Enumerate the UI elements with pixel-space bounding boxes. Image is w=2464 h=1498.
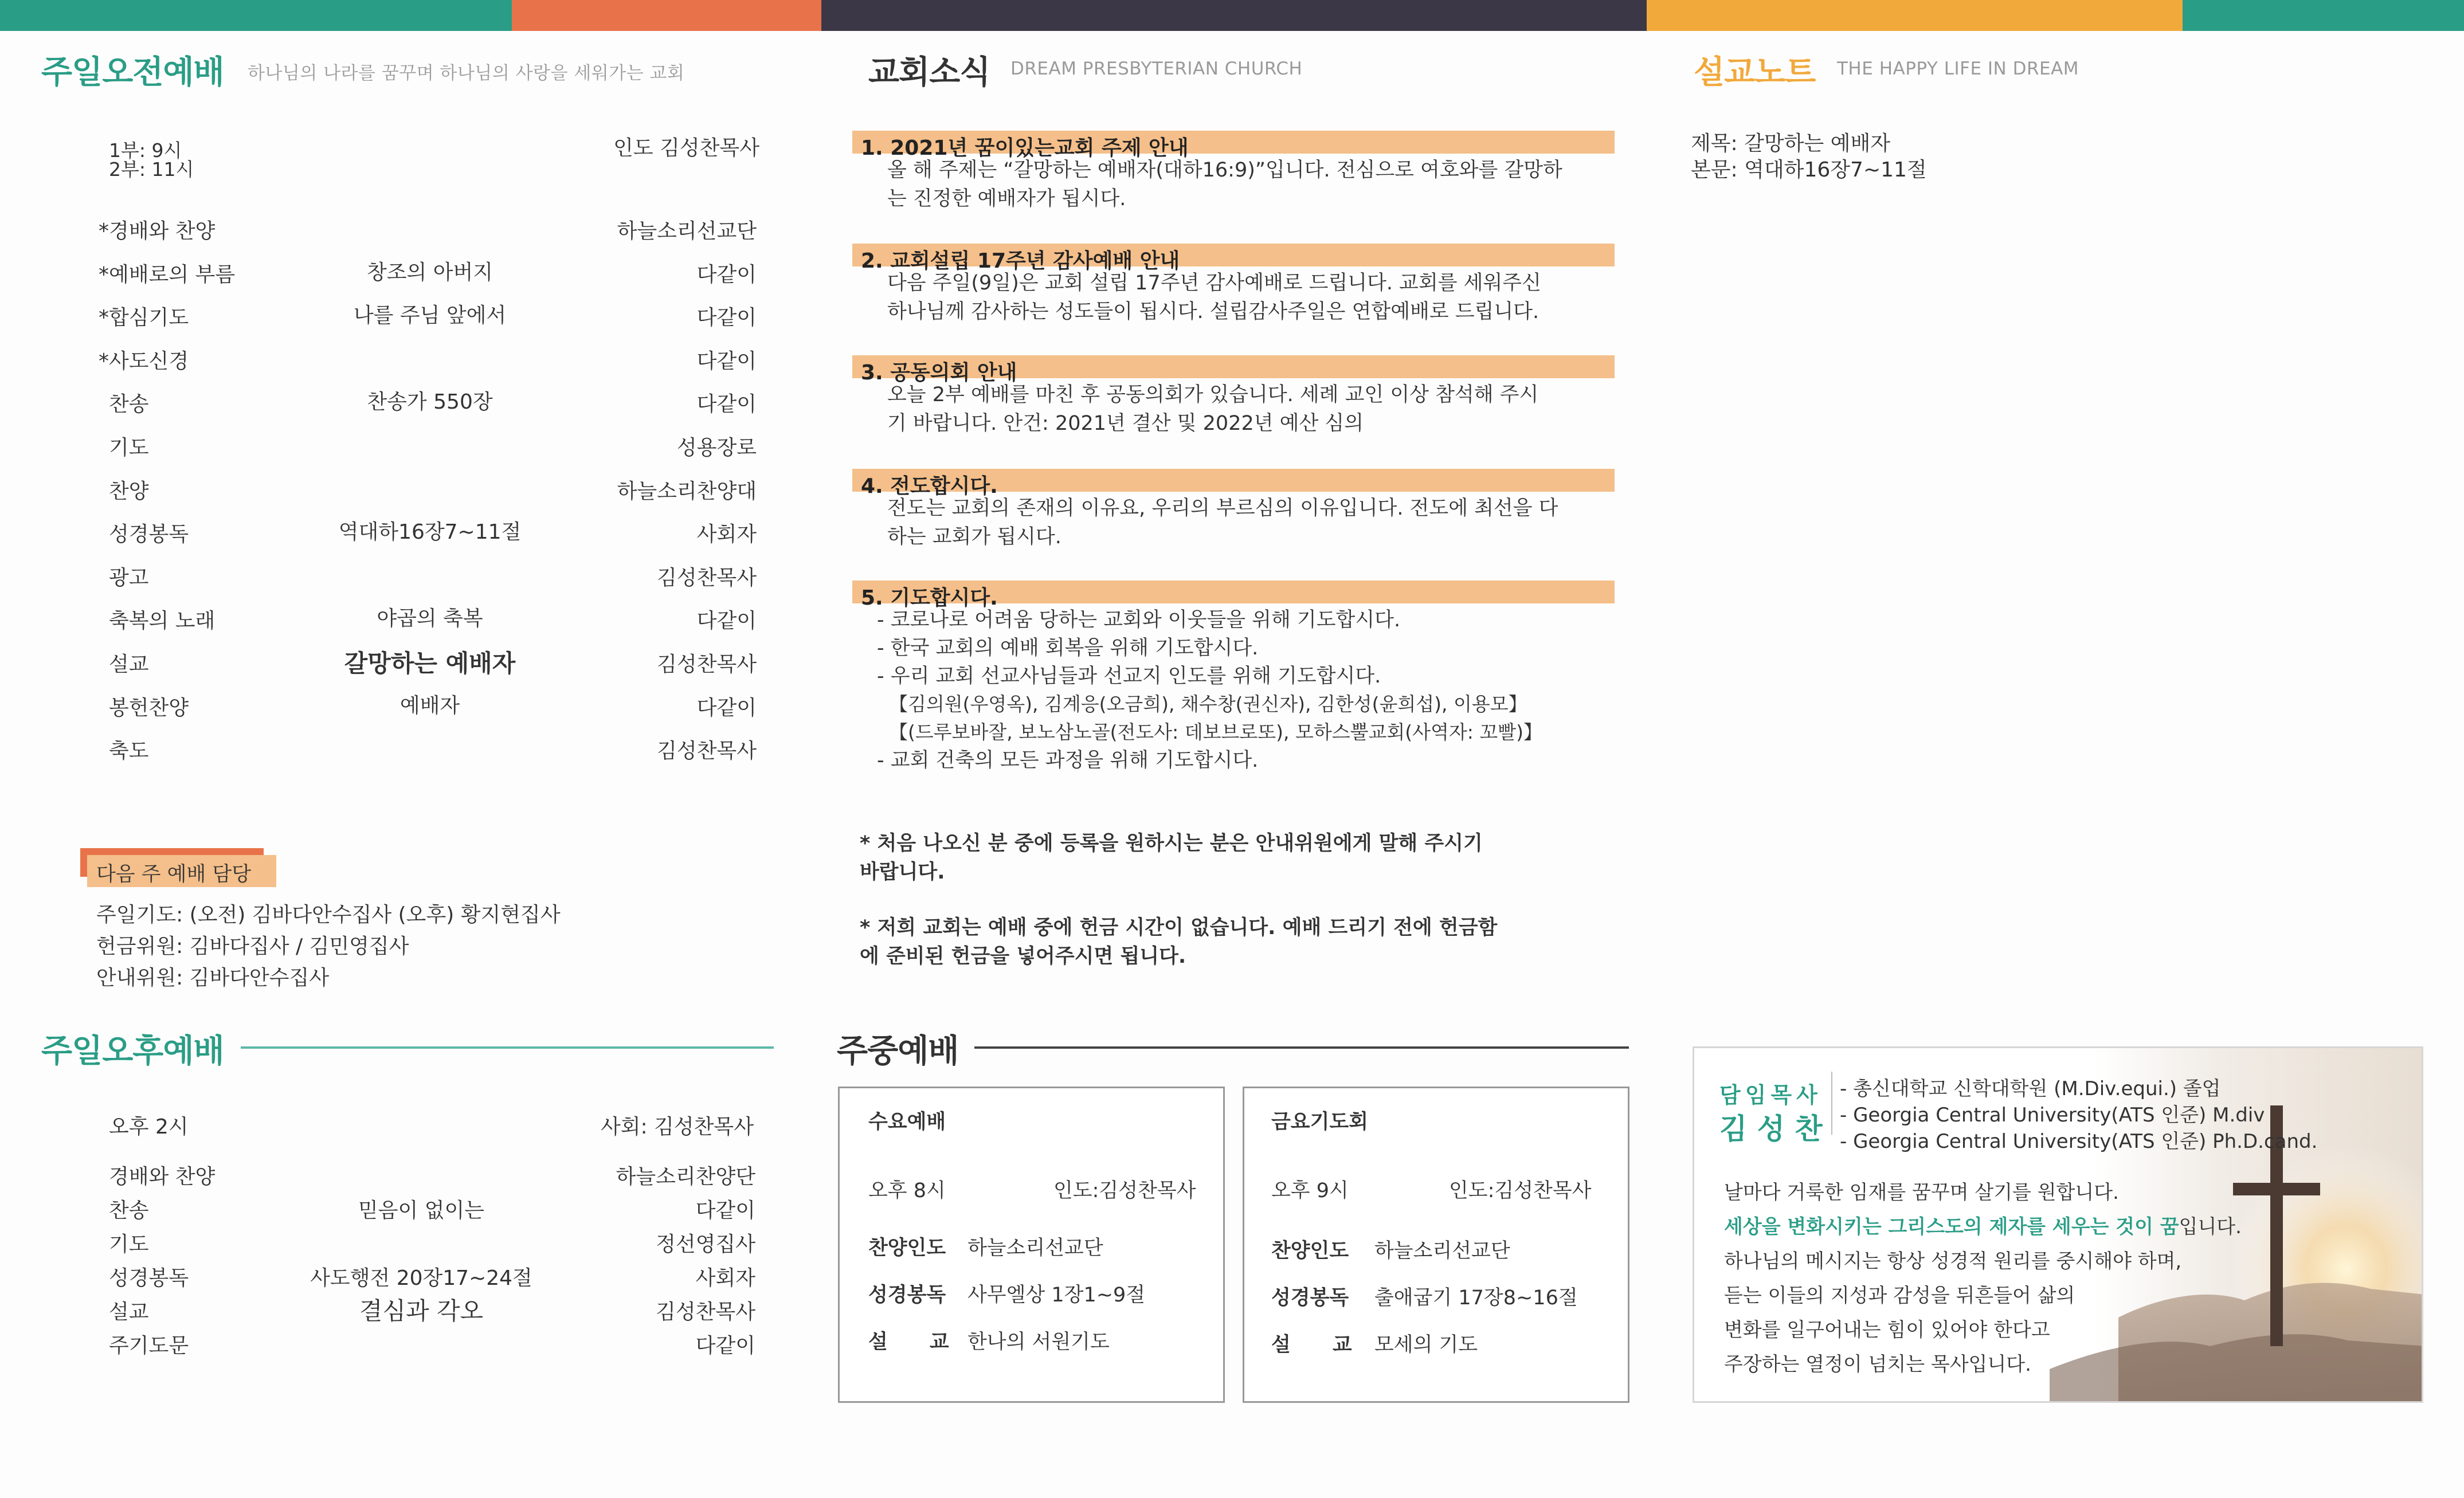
morning-item-name: *사도신경: [99, 349, 189, 373]
midweek-title: 주중예배: [837, 1033, 959, 1070]
notice-1-line-2: 바랍니다.: [860, 861, 945, 884]
morning-item-by: 하늘소리찬양대: [617, 479, 757, 503]
news-item-heading: 5. 기도합시다.: [861, 586, 998, 610]
duty-line-3: 안내위원: 김바다안수집사: [96, 966, 330, 990]
wednesday-row-key-3: 설 교: [868, 1331, 949, 1354]
duty-label: 다음 주 예배 담당: [96, 863, 252, 886]
wednesday-row-val-3: 한나의 서원기도: [967, 1331, 1110, 1354]
news-subtitle: DREAM PRESBYTERIAN CHURCH: [1010, 58, 1303, 79]
pastor-cred-2: - Georgia Central University(ATS 인준) M.div: [1840, 1104, 2265, 1127]
morning-item-title: 창조의 아버지: [366, 260, 493, 284]
news-item-line: 【김의원(우영옥), 김계응(오금희), 채수창(권신자), 김한성(윤희섭), 이용모】: [877, 693, 1527, 715]
morning-item-name: *합심기도: [99, 306, 189, 330]
top-bar-orange: [512, 0, 821, 31]
afternoon-item-name: 설교: [109, 1300, 149, 1324]
friday-leader: 인도:김성찬목사: [1449, 1179, 1592, 1202]
top-bar-green: [0, 0, 512, 31]
morning-item-name: 찬양: [109, 479, 149, 503]
morning-item-by: 김성찬목사: [657, 739, 757, 763]
news-item-line: - 우리 교회 선교사님들과 선교지 인도를 위해 기도합시다.: [877, 665, 1381, 688]
morning-item-title: 찬송가 550장: [367, 390, 493, 414]
pastor-bio-4: 듣는 이들의 지성과 감성을 뒤흔들어 삶의: [1724, 1284, 2075, 1307]
pastor-bio-highlight-tail: 입니다.: [2179, 1215, 2242, 1238]
morning-item-by: 다같이: [696, 262, 757, 287]
friday-row-key-2: 성경봉독: [1271, 1287, 1349, 1309]
news-item-heading: 1. 2021년 꿈이있는교회 주제 안내: [861, 136, 1189, 160]
morning-item-title: 나를 주님 앞에서: [353, 304, 507, 328]
friday-time: 오후 9시: [1271, 1179, 1349, 1202]
wednesday-title: 수요예배: [868, 1111, 946, 1134]
morning-item-by: 사회자: [696, 523, 757, 547]
morning-time-2: 2부: 11시: [109, 158, 194, 181]
afternoon-item-title: 결심과 각오: [359, 1297, 484, 1325]
pastor-bio-3: 하나님의 메시지는 항상 성경적 원리를 중시해야 하며,: [1724, 1250, 2182, 1273]
duty-line-2: 헌금위원: 김바다집사 / 김민영집사: [96, 935, 409, 958]
news-item-heading: 4. 전도합시다.: [861, 475, 998, 498]
afternoon-item-title: 믿음이 없이는: [358, 1199, 485, 1222]
wednesday-row-key-2: 성경봉독: [868, 1284, 946, 1307]
afternoon-item-title: 사도행전 20장17~24절: [310, 1266, 532, 1290]
morning-item-name: 기도: [109, 436, 149, 460]
top-bar-dark: [821, 0, 1647, 31]
sermon-title: 설교노트: [1694, 54, 1816, 91]
morning-item-name: 광고: [109, 566, 149, 590]
news-item-line: 하나님께 감사하는 성도들이 됩시다. 설립감사주일은 연합예배로 드립니다.: [887, 300, 1539, 323]
afternoon-item-name: 성경봉독: [109, 1266, 189, 1290]
morning-item-name: 봉헌찬양: [109, 696, 189, 720]
afternoon-time: 오후 2시: [109, 1115, 189, 1139]
morning-item-title: 역대하16장7~11절: [338, 520, 522, 544]
friday-row-val-2: 출애굽기 17장8~16절: [1374, 1287, 1578, 1309]
friday-row-key-1: 찬양인도: [1271, 1240, 1349, 1262]
morning-item-name: *예배로의 부름: [99, 262, 236, 287]
morning-item-by: 김성찬목사: [657, 566, 757, 590]
pastor-cred-1: - 총신대학교 신학대학원 (M.Div.equi.) 졸업: [1840, 1077, 2221, 1100]
morning-title: 주일오전예배: [41, 54, 224, 91]
friday-row-val-3: 모세의 기도: [1374, 1334, 1478, 1356]
sermon-line-2: 본문: 역대하16장7~11절: [1691, 158, 1927, 182]
morning-item-name: *경배와 찬양: [99, 219, 216, 243]
morning-item-title: 갈망하는 예배자: [344, 649, 516, 677]
morning-item-by: 다같이: [696, 609, 757, 633]
afternoon-item-by: 사회자: [695, 1266, 755, 1290]
morning-time-1: 1부: 9시: [109, 139, 182, 162]
pastor-divider: [1831, 1072, 1832, 1135]
afternoon-item-name: 경배와 찬양: [109, 1165, 216, 1189]
top-bar-yellow: [1647, 0, 2183, 31]
pastor-role: 담임목사: [1719, 1083, 1822, 1108]
afternoon-item-by: 김성찬목사: [656, 1300, 755, 1324]
wednesday-leader: 인도:김성찬목사: [1053, 1179, 1196, 1202]
news-item-line: 오늘 2부 예배를 마친 후 공동의회가 있습니다. 세례 교인 이상 참석해 주시: [887, 383, 1539, 406]
news-item-heading: 2. 교회설립 17주년 감사예배 안내: [861, 249, 1180, 273]
morning-item-by: 김성찬목사: [657, 653, 757, 676]
morning-item-title: 예배자: [399, 693, 460, 717]
morning-item-by: 다같이: [696, 696, 757, 720]
morning-item-by: 다같이: [696, 306, 757, 330]
morning-item-by: 다같이: [696, 393, 757, 417]
news-item-line: - 교회 건축의 모든 과정을 위해 기도합시다.: [877, 749, 1259, 772]
news-item-line: 하는 교회가 됩시다.: [887, 526, 1061, 548]
afternoon-item-name: 기도: [109, 1233, 149, 1256]
morning-item-name: 성경봉독: [109, 523, 189, 547]
wednesday-time: 오후 8시: [868, 1179, 946, 1202]
pastor-bio-highlight: 세상을 변화시키는 그리스도의 제자를 세우는 것이 꿈: [1724, 1215, 2179, 1238]
news-item-line: 전도는 교회의 존재의 이유요, 우리의 부르심의 이유입니다. 전도에 최선을 다: [887, 497, 1558, 520]
top-bar-teal: [2183, 0, 2464, 31]
morning-item-by: 성용장로: [676, 436, 757, 460]
pastor-bio-6: 주장하는 열정이 넘치는 목사입니다.: [1724, 1353, 2031, 1376]
sermon-line-1: 제목: 갈망하는 예배자: [1691, 132, 1890, 155]
news-item-line: 【(드루보바잘, 보노삼노골(전도사: 데보브로또), 모하스뿔교회(사역자: 꼬빨)】: [877, 721, 1542, 743]
friday-row-val-1: 하늘소리선교단: [1374, 1240, 1510, 1262]
news-title: 교회소식: [868, 54, 990, 91]
friday-title: 금요기도회: [1271, 1111, 1369, 1134]
morning-item-by: 하늘소리선교단: [617, 219, 757, 243]
morning-leader: 인도 김성찬목사: [613, 136, 759, 160]
news-item-line: 올 해 주제는 “갈망하는 예배자(대하16:9)”입니다. 전심으로 여호와를 갈망하: [887, 159, 1562, 182]
afternoon-item-by: 정선영집사: [656, 1233, 755, 1256]
morning-item-title: 야곱의 축복: [377, 607, 483, 631]
duty-line-1: 주일기도: (오전) 김바다안수집사 (오후) 황지현집사: [96, 903, 561, 927]
pastor-name: 김 성 찬: [1719, 1112, 1823, 1146]
morning-item-name: 축도: [109, 739, 149, 763]
pastor-bio-5: 변화를 일구어내는 힘이 있어야 한다고: [1724, 1319, 2050, 1342]
pastor-bio-1: 날마다 거룩한 임재를 꿈꾸며 살기를 원합니다.: [1724, 1181, 2119, 1204]
notice-2-line-2: 에 준비된 헌금을 넣어주시면 됩니다.: [860, 945, 1186, 968]
afternoon-title-rule: [241, 1046, 774, 1049]
wednesday-row-val-2: 사무엘상 1장1~9절: [967, 1284, 1146, 1307]
news-item-line: - 코로나로 어려움 당하는 교회와 이웃들을 위해 기도합시다.: [877, 609, 1401, 632]
morning-item-name: 축복의 노래: [109, 609, 216, 633]
morning-subtitle: 하나님의 나라를 꿈꾸며 하나님의 사랑을 세워가는 교회: [248, 63, 685, 84]
news-item-line: 는 진정한 예배자가 됩시다.: [887, 187, 1126, 210]
notice-2-line-1: * 저희 교회는 예배 중에 헌금 시간이 없습니다. 예배 드리기 전에 헌금함: [860, 916, 1498, 939]
pastor-cred-3: - Georgia Central University(ATS 인준) Ph.D.cand.: [1840, 1130, 2318, 1153]
news-item-line: - 한국 교회의 예배 회복을 위해 기도합시다.: [877, 637, 1259, 660]
notice-1-line-1: * 처음 나오신 분 중에 등록을 원하시는 분은 안내위원에게 말해 주시기: [860, 832, 1483, 855]
afternoon-item-by: 다같이: [695, 1199, 755, 1222]
afternoon-item-by: 하늘소리찬양단: [616, 1165, 755, 1189]
news-item-line: 기 바랍니다. 안건: 2021년 결산 및 2022년 예산 심의: [887, 412, 1364, 435]
morning-item-by: 다같이: [696, 349, 757, 373]
afternoon-item-name: 주기도문: [109, 1334, 189, 1358]
morning-item-name: 설교: [109, 653, 149, 676]
afternoon-item-name: 찬송: [109, 1199, 149, 1222]
afternoon-title: 주일오후예배: [41, 1033, 224, 1070]
pastor-bio-2: [1724, 1211, 2242, 1239]
wednesday-row-val-1: 하늘소리선교단: [967, 1237, 1103, 1260]
afternoon-item-by: 다같이: [695, 1334, 755, 1358]
morning-item-name: 찬송: [109, 393, 149, 417]
midweek-title-rule: [974, 1046, 1629, 1049]
sermon-subtitle: THE HAPPY LIFE IN DREAM: [1837, 58, 2079, 79]
afternoon-leader: 사회: 김성찬목사: [600, 1115, 754, 1139]
news-item-line: 다음 주일(9일)은 교회 설립 17주년 감사예배로 드립니다. 교회를 세워주신: [887, 272, 1541, 295]
friday-row-key-3: 설 교: [1271, 1334, 1352, 1356]
news-item-heading: 3. 공동의회 안내: [861, 361, 1017, 385]
wednesday-row-key-1: 찬양인도: [868, 1237, 946, 1260]
